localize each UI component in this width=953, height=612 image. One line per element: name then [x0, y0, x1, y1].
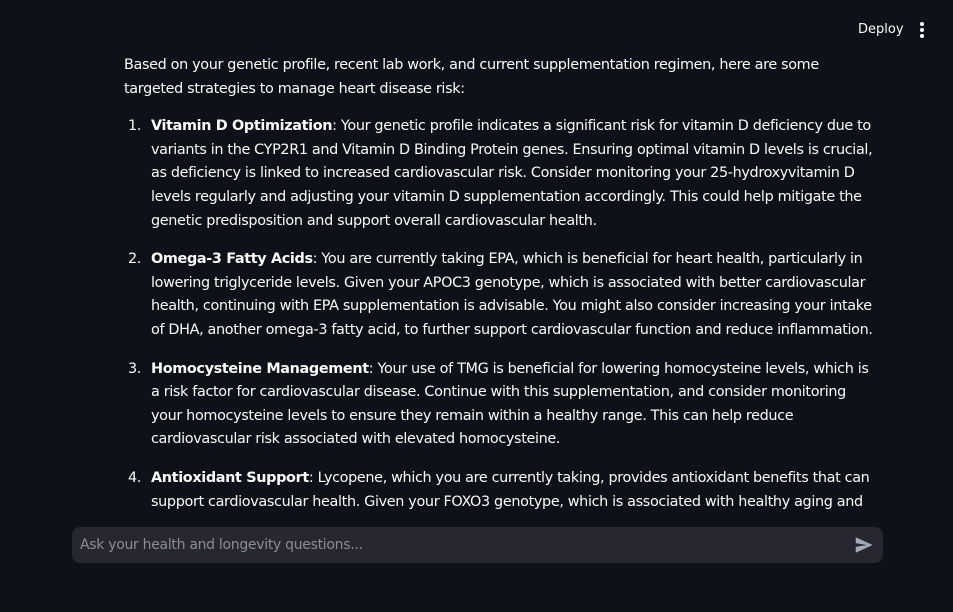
list-item-text: : Your genetic profile indicates a significant risk for vitamin D deficiency due to variants in the CYP2R1 and Vitamin D Binding Protein genes. Ensuring optimal vitamin D levels is crucial, as deficiency is linked to increased cardiovascular risk. Consider monitoring your 25-hydroxyvitamin D levels regularly and adjusting your vitamin D supplementation accordingly. This could help mitigate the genetic predisposition and support overall cardiovascular health.: [151, 118, 873, 229]
menu-dot: [920, 34, 924, 38]
list-item-title: Homocysteine Management: [151, 360, 369, 377]
list-item-text: : Your use of TMG is beneficial for lowering homocysteine levels, which is a risk factor for cardiovascular disease. Continue with this supplementation, and consider monitoring your homocysteine levels to ensure they remain within a healthy range. This can help reduce cardiovascular risk associated with elevated homocysteine.: [151, 360, 869, 448]
send-icon[interactable]: [853, 534, 875, 556]
chat-input[interactable]: [80, 527, 840, 563]
send-icon-graphic: [853, 534, 875, 556]
list-item: [124, 248, 880, 342]
chat-input-container: [72, 527, 883, 563]
strategy-list: [124, 115, 880, 538]
list-item: [124, 115, 880, 233]
menu-dot: [920, 28, 924, 32]
list-number: 3.: [128, 360, 142, 377]
list-number: 1.: [128, 118, 142, 135]
list-number: 2.: [128, 251, 142, 268]
assistant-message: [124, 54, 880, 514]
list-item: [124, 358, 880, 452]
list-item-title: Omega-3 Fatty Acids: [151, 251, 313, 268]
deploy-button[interactable]: Deploy: [858, 22, 904, 37]
list-item-text: : Lycopene, which you are currently taking, provides antioxidant benefits that can support cardiovascular health. Given your FOXO3 genotype, which is associated with healthy aging and: [151, 469, 870, 510]
kebab-menu-icon[interactable]: [912, 18, 932, 40]
list-item-title: Antioxidant Support: [151, 469, 309, 486]
menu-dot: [920, 22, 924, 26]
top-header: [0, 0, 953, 58]
list-item-title: Vitamin D Optimization: [151, 118, 333, 135]
list-item-text: : You are currently taking EPA, which is beneficial for heart health, particularly in lowering triglyceride levels. Given your APOC3 genotype, which is associated with better cardiovascular health, continuing with EPA supplementation is advisable. You might also consider increasing your intake of DHA, another omega-3 fatty acid, to further support cardiovascular function and reduce inflammation.: [151, 251, 873, 338]
message-intro: Based on your genetic profile, recent lab work, and current supplementation regimen, here are some targeted strategies to manage heart disease risk:: [124, 57, 819, 97]
list-number: 4.: [128, 469, 142, 486]
